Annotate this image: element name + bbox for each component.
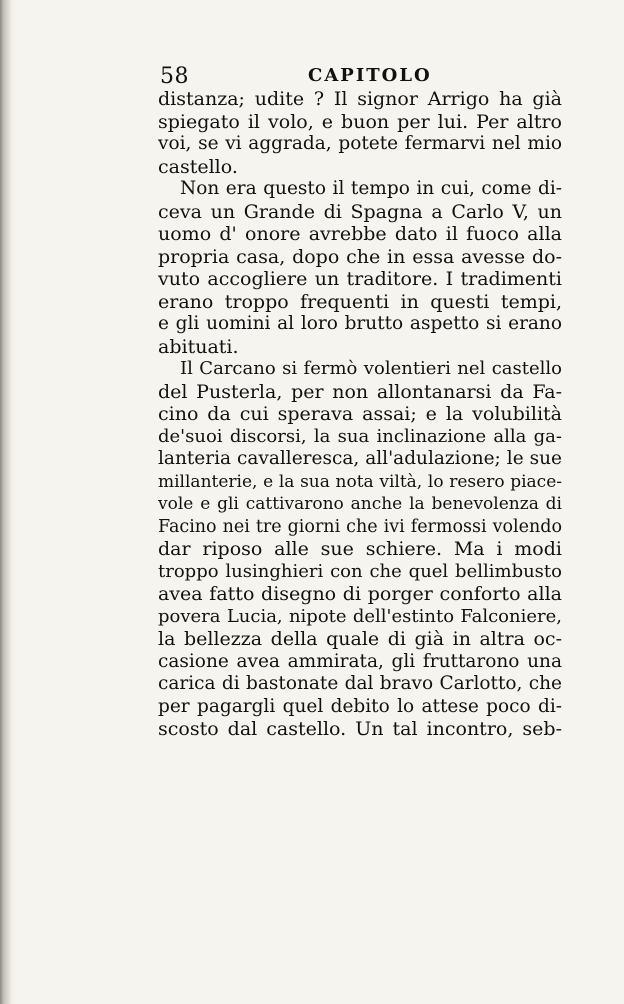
text-line: vuto accogliere un traditore. I tradimenti: [158, 268, 562, 290]
text-line: povera Lucia, nipote dell'estinto Falconiere,: [158, 605, 562, 627]
text-line: propria casa, dopo che in essa avesse do-: [158, 245, 562, 268]
text-line: carica di bastonate dal bravo Carlotto, che: [158, 673, 562, 694]
text-line: troppo lusinghieri con che quel bellimbusto: [158, 560, 562, 582]
text-line: per pagargli quel debito lo attese poco di-: [158, 695, 562, 717]
text-line: distanza; udite ? Il signor Arrigo ha già: [158, 88, 562, 110]
text-line: de'suoi discorsi, la sua inclinazione alla ga-: [158, 425, 562, 447]
text-line: Facino nei tre giorni che ivi fermossi volendo: [158, 516, 562, 537]
text-line: dar riposo alle sue schiere. Ma i modi: [158, 538, 562, 560]
text-line: Non era questo il tempo in cui, come di-: [180, 178, 562, 199]
body-text: [158, 88, 562, 741]
text-line: e gli uomini al loro brutto aspetto si erano: [158, 313, 562, 334]
text-line: cino da cui sperava assai; e la volubilità: [158, 403, 562, 425]
text-line: spiegato il volo, e buon per lui. Per altro: [158, 110, 562, 133]
running-head: CAPITOLO: [308, 65, 432, 86]
text-line: abituati.: [158, 335, 239, 358]
text-line: scosto dal castello. Un tal incontro, seb-: [158, 718, 562, 740]
text-line: ceva un Grande di Spagna a Carlo V, un: [158, 200, 562, 223]
text-line: Il Carcano si fermò volentieri nel castello: [180, 358, 562, 379]
text-line: erano troppo frequenti in questi tempi,: [158, 290, 562, 313]
page-number: 58: [160, 64, 189, 89]
text-line: lanteria cavalleresca, all'adulazione; le sue: [158, 448, 562, 469]
text-line: del Pusterla, per non allontanarsi da Fa-: [158, 380, 562, 403]
text-line: uomo d' onore avrebbe dato il fuoco alla: [158, 223, 562, 245]
text-line: la bellezza della quale di già in altra oc-: [158, 628, 562, 650]
text-line: vole e gli cattivarono anche la benevolenza di: [158, 494, 562, 514]
text-line: casione avea ammirata, gli fruttarono una: [158, 650, 562, 672]
text-line: millanterie, e la sua nota viltà, lo resero piace-: [158, 471, 562, 492]
page-binding-edge: [0, 0, 12, 1004]
text-line: castello.: [158, 155, 238, 178]
text-line: voi, se vi aggrada, potete fermarvi nel mio: [158, 133, 562, 154]
text-line: avea fatto disegno di porger conforto alla: [158, 583, 562, 605]
